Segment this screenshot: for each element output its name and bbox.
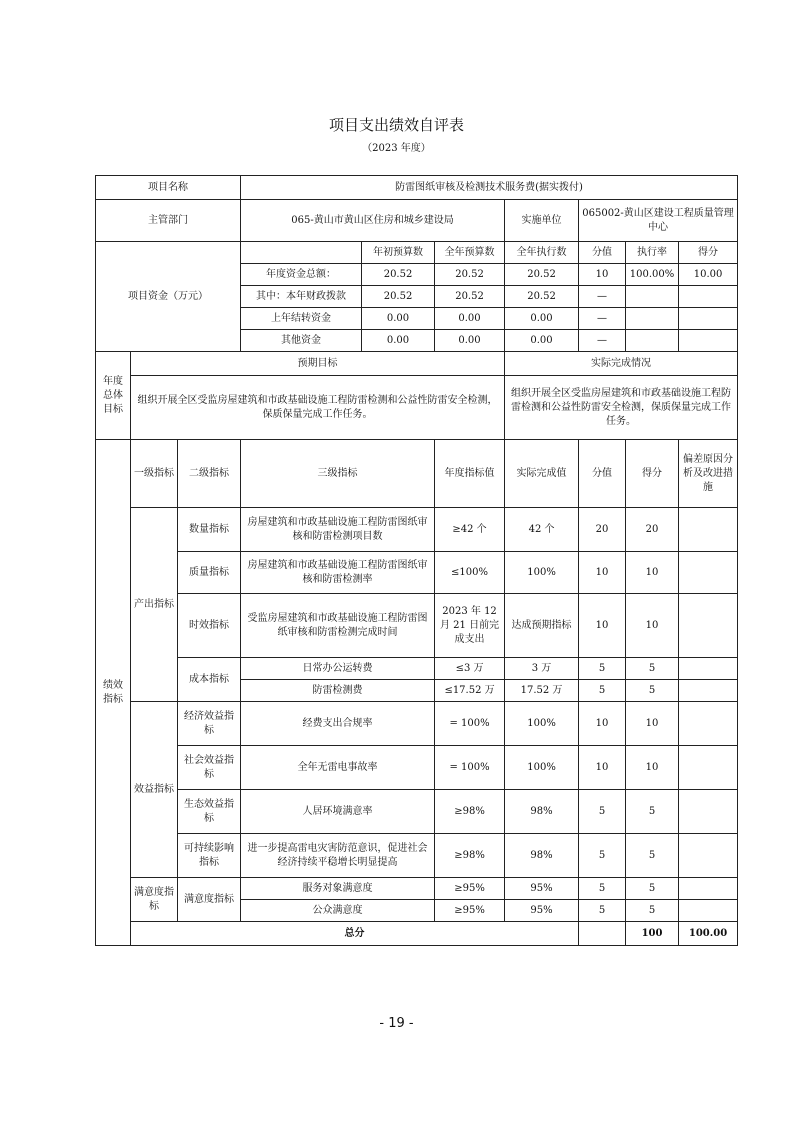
perf-header-row <box>96 440 738 508</box>
indicator-actual: 42 个 <box>505 508 579 552</box>
page-number: - 19 - <box>379 1016 414 1031</box>
indicator-reason <box>679 790 738 834</box>
total-label: 总分 <box>131 922 579 946</box>
indicator-score: 5 <box>579 878 626 900</box>
perf-header: 三级指标 <box>241 440 435 508</box>
indicator-target: ≤100% <box>435 552 505 594</box>
funds-header: 全年预算数 <box>435 242 505 264</box>
funds-cell: 100.00% <box>626 264 679 286</box>
indicator-actual: 17.52 万 <box>505 680 579 702</box>
indicator-target: ≥95% <box>435 900 505 922</box>
indicator-reason <box>679 594 738 658</box>
impl-value: 065002-黄山区建设工程质量管理中心 <box>579 200 738 242</box>
table-row <box>96 878 738 900</box>
actual-goal-text: 组织开展全区受监房屋建筑和市政基础设施工程防雷检测和公益性防雷安全检测，保质保量完成工作任务。 <box>505 376 738 440</box>
perf-header: 偏差原因分析及改进措施 <box>679 440 738 508</box>
table-row <box>96 702 738 746</box>
indicator-target: ≥42 个 <box>435 508 505 552</box>
funds-cell: 10 <box>579 264 626 286</box>
perf-label: 绩效指标 <box>96 440 131 946</box>
sub-cost: 成本指标 <box>178 658 241 702</box>
indicator-got: 5 <box>626 834 679 878</box>
indicator-score: 5 <box>579 790 626 834</box>
indicator-reason <box>679 878 738 900</box>
indicator-reason <box>679 702 738 746</box>
dept-label: 主管部门 <box>96 200 241 242</box>
year-subtitle: （2023 年度） <box>362 143 431 154</box>
indicator-got: 5 <box>626 790 679 834</box>
indicator-name: 服务对象满意度 <box>241 878 435 900</box>
indicator-name: 防雷检测费 <box>241 680 435 702</box>
table-row <box>96 834 738 878</box>
indicator-actual: 100% <box>505 746 579 790</box>
indicator-actual: 100% <box>505 702 579 746</box>
perf-header: 年度指标值 <box>435 440 505 508</box>
indicator-name: 经费支出合规率 <box>241 702 435 746</box>
funds-label: 项目资金（万元） <box>96 242 241 352</box>
perf-header: 一级指标 <box>131 440 178 508</box>
indicator-score: 5 <box>579 900 626 922</box>
indicator-got: 10 <box>626 746 679 790</box>
indicator-target: ≥95% <box>435 878 505 900</box>
funds-cell: 0.00 <box>362 308 435 330</box>
indicator-reason <box>679 658 738 680</box>
funds-header: 得分 <box>679 242 738 264</box>
funds-cell <box>679 308 738 330</box>
indicator-got: 10 <box>626 594 679 658</box>
indicator-reason <box>679 834 738 878</box>
funds-cell: — <box>579 330 626 352</box>
sub-sat: 满意度指标 <box>178 878 241 922</box>
table-row <box>96 594 738 658</box>
total-got: 100.00 <box>679 922 738 946</box>
page-title: 项目支出绩效自评表 <box>328 116 464 134</box>
funds-cell: 20.52 <box>362 264 435 286</box>
total-blank <box>579 922 626 946</box>
perf-header: 二级指标 <box>178 440 241 508</box>
sub-time: 时效指标 <box>178 594 241 658</box>
perf-header: 得分 <box>626 440 679 508</box>
funds-cell <box>626 286 679 308</box>
funds-header: 全年执行数 <box>505 242 579 264</box>
funds-cell: 20.52 <box>362 286 435 308</box>
funds-row-label: 年度资金总额： <box>241 264 362 286</box>
sub-eco: 生态效益指标 <box>178 790 241 834</box>
indicator-actual: 100% <box>505 552 579 594</box>
project-row <box>96 176 738 200</box>
funds-row-label: 其中：本年财政拨款 <box>241 286 362 308</box>
indicator-reason <box>679 508 738 552</box>
funds-cell: 0.00 <box>505 330 579 352</box>
perf-header: 分值 <box>579 440 626 508</box>
impl-label: 实施单位 <box>505 200 579 242</box>
indicator-name: 人居环境满意率 <box>241 790 435 834</box>
indicator-target: = 100% <box>435 746 505 790</box>
funds-cell: — <box>579 308 626 330</box>
funds-header-row <box>96 242 738 264</box>
indicator-actual: 95% <box>505 900 579 922</box>
funds-cell: 20.52 <box>435 264 505 286</box>
table-row <box>96 658 738 680</box>
indicator-score: 5 <box>579 680 626 702</box>
indicator-score: 5 <box>579 834 626 878</box>
performance-table <box>95 175 738 946</box>
funds-cell <box>626 308 679 330</box>
funds-cell: 0.00 <box>435 308 505 330</box>
indicator-target: ≥98% <box>435 834 505 878</box>
indicator-name: 房屋建筑和市政基础设施工程防雷图纸审核和防雷检测率 <box>241 552 435 594</box>
funds-row-label: 其他资金 <box>241 330 362 352</box>
funds-cell: 20.52 <box>435 286 505 308</box>
indicator-reason <box>679 552 738 594</box>
table-row <box>96 508 738 552</box>
dept-value: 065-黄山市黄山区住房和城乡建设局 <box>241 200 505 242</box>
dept-row <box>96 200 738 242</box>
perf-header: 实际完成值 <box>505 440 579 508</box>
expected-goal-label: 预期目标 <box>131 352 505 376</box>
indicator-target: = 100% <box>435 702 505 746</box>
total-score: 100 <box>626 922 679 946</box>
indicator-score: 10 <box>579 594 626 658</box>
funds-header: 年初预算数 <box>362 242 435 264</box>
indicator-name: 进一步提高雷电灾害防范意识，促进社会经济持续平稳增长明显提高 <box>241 834 435 878</box>
funds-cell: 10.00 <box>679 264 738 286</box>
funds-cell <box>679 330 738 352</box>
indicator-actual: 达成预期指标 <box>505 594 579 658</box>
indicator-actual: 95% <box>505 878 579 900</box>
indicator-got: 20 <box>626 508 679 552</box>
indicator-got: 5 <box>626 680 679 702</box>
indicator-name: 房屋建筑和市政基础设施工程防雷图纸审核和防雷检测项目数 <box>241 508 435 552</box>
indicator-name: 受监房屋建筑和市政基础设施工程防雷图纸审核和防雷检测完成时间 <box>241 594 435 658</box>
sub-qty: 数量指标 <box>178 508 241 552</box>
goals-header-row <box>96 352 738 376</box>
funds-cell: 0.00 <box>505 308 579 330</box>
actual-goal-label: 实际完成情况 <box>505 352 738 376</box>
funds-row-label: 上年结转资金 <box>241 308 362 330</box>
indicator-got: 5 <box>626 658 679 680</box>
project-name: 防雷图纸审核及检测技术服务费(据实拨付) <box>241 176 738 200</box>
indicator-name: 公众满意度 <box>241 900 435 922</box>
sub-soc: 社会效益指标 <box>178 746 241 790</box>
funds-cell: 20.52 <box>505 264 579 286</box>
indicator-score: 10 <box>579 746 626 790</box>
indicator-score: 20 <box>579 508 626 552</box>
sub-qual: 质量指标 <box>178 552 241 594</box>
indicator-name: 全年无雷电事故率 <box>241 746 435 790</box>
indicator-target: ≥98% <box>435 790 505 834</box>
cat-satisfaction: 满意度指标 <box>131 878 178 922</box>
indicator-got: 5 <box>626 900 679 922</box>
indicator-name: 日常办公运转费 <box>241 658 435 680</box>
table-row <box>96 746 738 790</box>
indicator-actual: 98% <box>505 834 579 878</box>
goals-label: 年度总体目标 <box>96 352 131 440</box>
funds-header-blank <box>241 242 362 264</box>
total-row <box>96 922 738 946</box>
indicator-target: ≤3 万 <box>435 658 505 680</box>
indicator-actual: 98% <box>505 790 579 834</box>
table-row <box>96 552 738 594</box>
indicator-reason <box>679 900 738 922</box>
funds-header: 分值 <box>579 242 626 264</box>
indicator-score: 10 <box>579 552 626 594</box>
indicator-actual: 3 万 <box>505 658 579 680</box>
funds-cell: 0.00 <box>435 330 505 352</box>
indicator-got: 10 <box>626 702 679 746</box>
indicator-score: 5 <box>579 658 626 680</box>
expected-goal-text: 组织开展全区受监房屋建筑和市政基础设施工程防雷检测和公益性防雷安全检测，保质保量完成工作任务。 <box>131 376 505 440</box>
funds-cell <box>626 330 679 352</box>
funds-header: 执行率 <box>626 242 679 264</box>
indicator-target: ≤17.52 万 <box>435 680 505 702</box>
sub-econ: 经济效益指标 <box>178 702 241 746</box>
project-label: 项目名称 <box>96 176 241 200</box>
indicator-reason <box>679 746 738 790</box>
funds-cell: — <box>579 286 626 308</box>
indicator-got: 10 <box>626 552 679 594</box>
goals-text-row <box>96 376 738 440</box>
funds-cell: 20.52 <box>505 286 579 308</box>
indicator-reason <box>679 680 738 702</box>
table-row <box>96 790 738 834</box>
funds-cell <box>679 286 738 308</box>
indicator-got: 5 <box>626 878 679 900</box>
indicator-target: 2023 年 12 月 21 日前完成支出 <box>435 594 505 658</box>
cat-output: 产出指标 <box>131 508 178 702</box>
cat-benefit: 效益指标 <box>131 702 178 878</box>
sub-sus: 可持续影响指标 <box>178 834 241 878</box>
indicator-score: 10 <box>579 702 626 746</box>
funds-cell: 0.00 <box>362 330 435 352</box>
